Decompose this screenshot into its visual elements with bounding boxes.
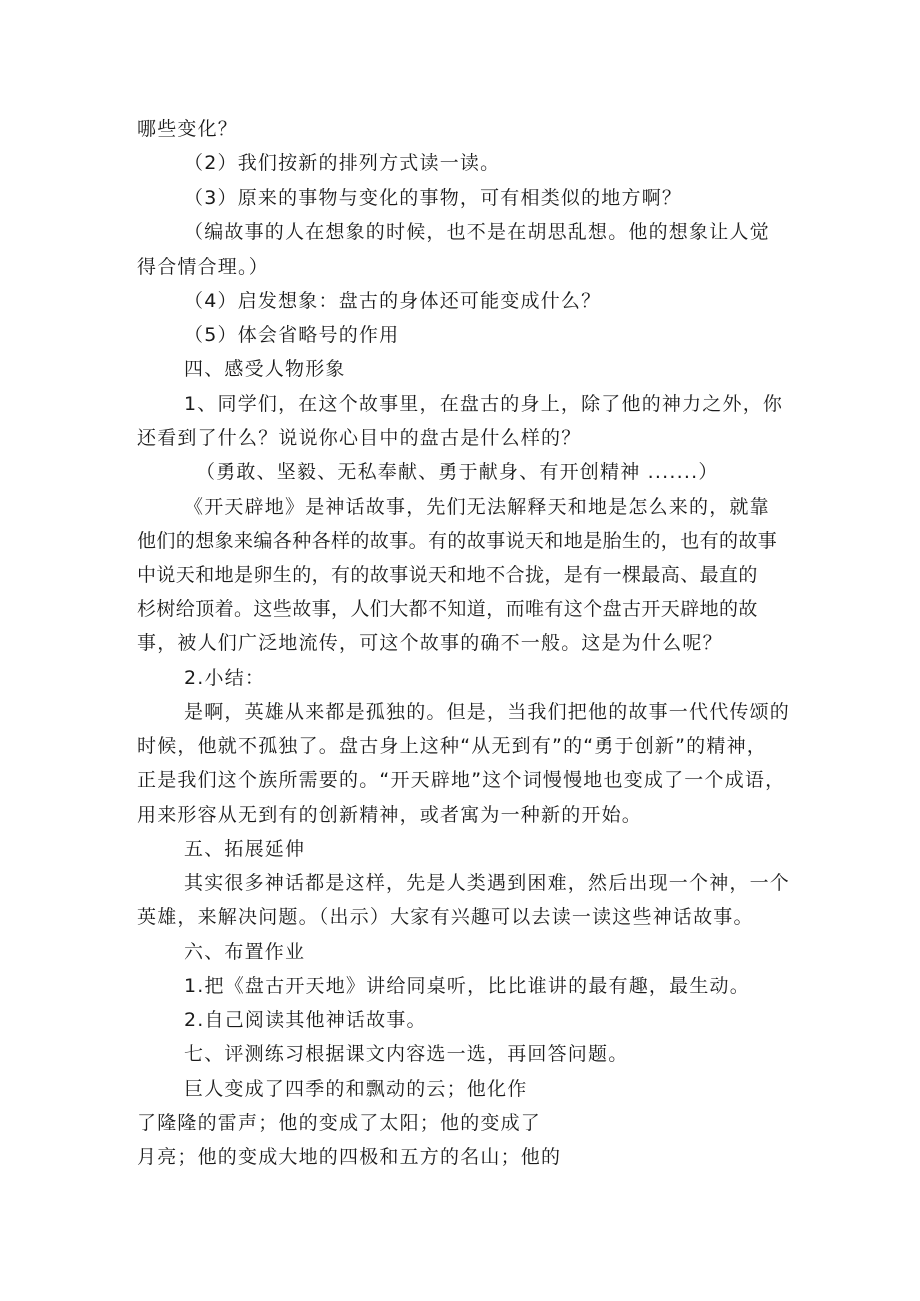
text-line-5: 得合情合理。） [137, 256, 269, 278]
text-line-11: （勇敢、坚毅、无私奉献、勇于献身、有开创精神 .......） [196, 461, 719, 483]
text-line-10: 还看到了什么？说说你心目中的盘古是什么样的？ [137, 427, 582, 449]
text-line-12: 《开天辟地》是神话故事，先们无法解释天和地是怎么来的，就靠 [184, 496, 770, 518]
text-line-24: 英雄，来解决问题。（出示）大家有兴趣可以去读一读这些神话故事。 [137, 906, 754, 928]
text-line-30: 了隆隆的雷声；他的变成了太阳；他的变成了 [137, 1112, 542, 1134]
text-line-19: 时候，他就不孤独了。盘古身上这种“从无到有”的“勇于创新”的精神， [137, 735, 767, 757]
text-line-27: 2.自己阅读其他神话故事。 [184, 1009, 427, 1031]
text-line-29: 巨人变成了四季的和飘动的云；他化作 [184, 1078, 528, 1100]
text-line-20: 正是我们这个族所需要的。“开天辟地”这个词慢慢地也变成了一个成语， [137, 769, 786, 791]
text-line-7: （5）体会省略号的作用 [184, 324, 400, 346]
section-heading-4: 四、感受人物形象 [184, 358, 346, 380]
text-line-6: （4）启发想象：盘古的身体还可能变成什么？ [184, 290, 602, 312]
text-line-23: 其实很多神话都是这样，先是人类遇到困难，然后出现一个神，一个 [184, 872, 791, 894]
section-heading-5: 五、拓展延伸 [184, 838, 306, 860]
text-line-1: 哪些变化？ [137, 118, 239, 140]
section-heading-6: 六、布置作业 [184, 941, 306, 963]
text-line-16: 事，被人们广泛地流传，可这个故事的确不一般。这是为什么呢？ [137, 632, 723, 654]
text-line-2: （2）我们按新的排列方式读一读。 [184, 152, 501, 174]
text-line-17: 2.小结： [184, 667, 266, 689]
text-line-9: 1、同学们，在这个故事里，在盘古的身上，除了他的神力之外，你 [184, 393, 784, 415]
text-line-18: 是啊，英雄从来都是孤独的。但是，当我们把他的故事一代代传颂的 [184, 701, 791, 723]
text-line-26: 1.把《盘古开天地》讲给同桌听，比比谁讲的最有趣，最生动。 [184, 975, 750, 997]
text-line-21: 用来形容从无到有的创新精神，或者寓为一种新的开始。 [137, 804, 643, 826]
text-line-13: 他们的想象来编各种各样的故事。有的故事说天和地是胎生的，也有的故事 [137, 530, 778, 552]
text-line-14: 中说天和地是卵生的，有的故事说天和地不合拢，是有一棵最高、最直的 [137, 564, 758, 586]
text-line-31: 月亮；他的变成大地的四极和五方的名山；他的 [137, 1146, 562, 1168]
text-line-15: 杉树给顶着。这些故事，人们大都不知道，而唯有这个盘古开天辟地的故 [137, 598, 758, 620]
section-heading-7: 七、评测练习根据课文内容选一选，再回答问题。 [184, 1043, 629, 1065]
text-line-3: （3）原来的事物与变化的事物，可有相类似的地方啊？ [184, 187, 683, 209]
text-line-4: （编故事的人在想象的时候，也不是在胡思乱想。他的想象让人觉 [184, 221, 770, 243]
